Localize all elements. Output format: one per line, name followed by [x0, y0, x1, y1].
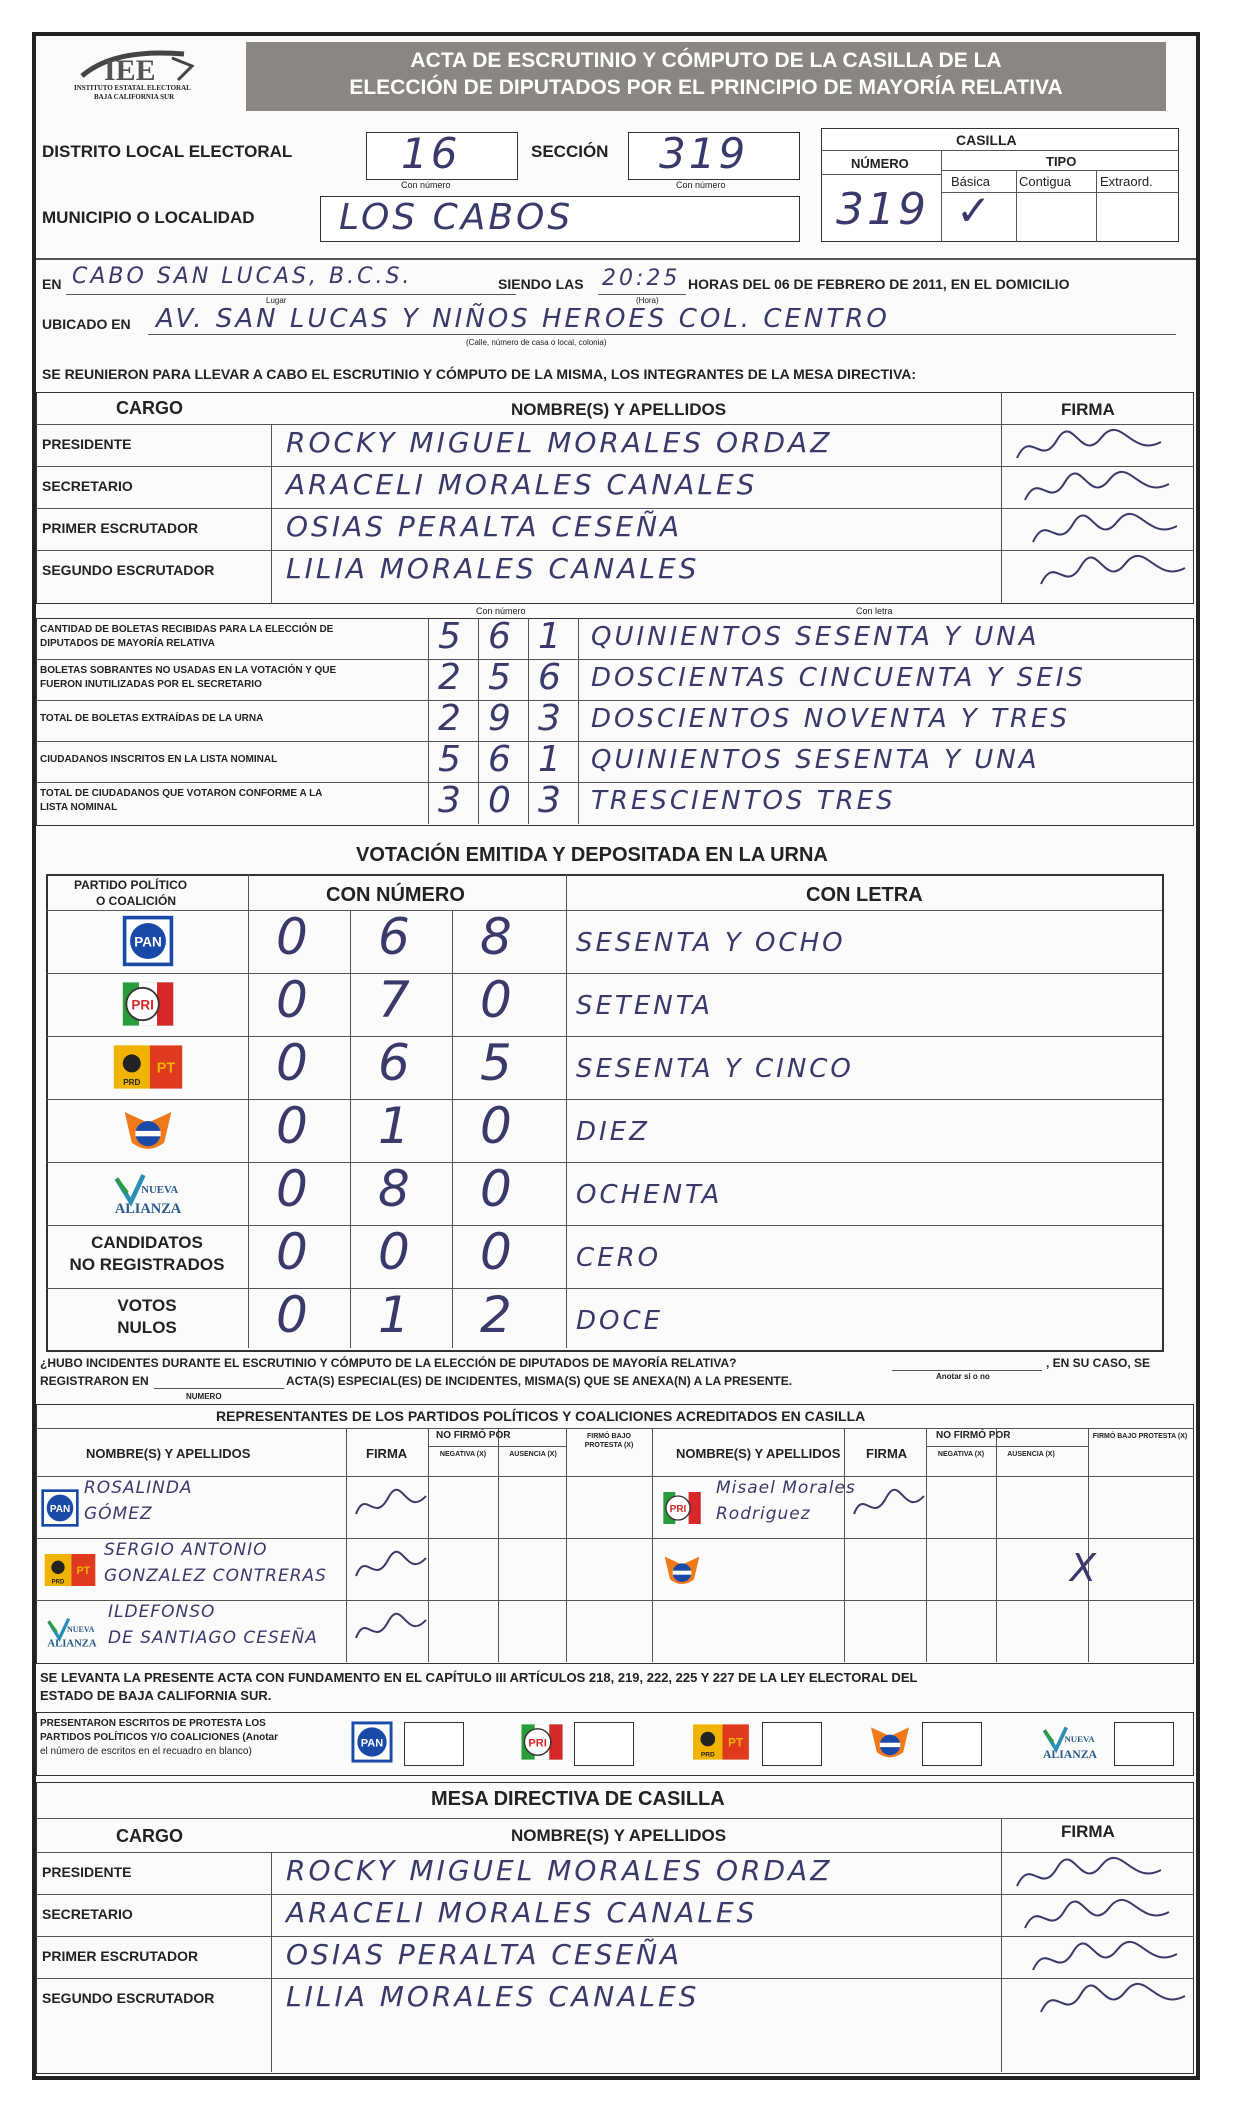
numero-label: NÚMERO: [851, 156, 909, 171]
votacion-digit: 8: [378, 1160, 410, 1218]
votacion-letra: DIEZ: [576, 1117, 650, 1147]
nueva-alianza-logo-icon: [100, 1166, 196, 1220]
signature-icon: [1027, 1940, 1187, 1980]
pan-logo-icon: [40, 1488, 80, 1528]
basica-check-icon: ✓: [956, 186, 995, 235]
en-label: EN: [42, 276, 62, 292]
mesa2-cargo-header: CARGO: [116, 1826, 183, 1846]
votacion-digit: 6: [378, 908, 410, 966]
rep-header: NO FIRMÓ POR: [936, 1430, 1011, 1441]
boletas-letra-caption: Con letra: [856, 606, 893, 616]
party-logo: [119, 977, 177, 1031]
boletas-digit: 1: [538, 616, 561, 657]
incidentes-anotar-caption: Anotar si o no: [936, 1372, 990, 1381]
party-logo: [100, 1166, 196, 1220]
signature-icon: [1011, 1856, 1171, 1896]
signature-icon: [1019, 1898, 1179, 1938]
protesta-line-3: el número de escritos en el recuadro en blanco): [40, 1746, 252, 1757]
coalicion-logo-icon: [656, 1550, 708, 1590]
votacion-digit: 1: [378, 1097, 410, 1155]
acta-page: [32, 32, 1200, 2080]
rep-signature: [352, 1484, 432, 1533]
mesa2-nombre: ROCKY MIGUEL MORALES ORDAZ: [286, 1854, 833, 1887]
svg-text:PAN: PAN: [360, 1737, 384, 1750]
rep-header: FIRMÓ BAJO PROTESTA (X): [584, 1433, 634, 1449]
partido-header-1: PARTIDO POLÍTICO: [74, 878, 188, 892]
boletas-label: CIUDADANOS INSCRITOS EN LA LISTA NOMINAL: [40, 754, 278, 765]
svg-text:ALIANZA: ALIANZA: [114, 1200, 182, 1217]
svg-text:PAN: PAN: [134, 934, 162, 950]
protesta-party-logo: [348, 1720, 396, 1764]
protesta-party-logo: [1034, 1720, 1106, 1764]
rep-header: NEGATIVA (X): [937, 1451, 985, 1458]
protesta-count-box[interactable]: [404, 1722, 464, 1766]
iee-logo-icon: [74, 46, 224, 84]
boletas-label: DIPUTADOS DE MAYORÍA RELATIVA: [40, 638, 215, 649]
prd-pt-logo-icon: [688, 1720, 754, 1764]
svg-text:PRI: PRI: [528, 1737, 547, 1750]
svg-text:PT: PT: [156, 1060, 176, 1077]
mesa2-cargo: PRIMER ESCRUTADOR: [42, 1948, 199, 1964]
votacion-digit: 0: [276, 1223, 308, 1281]
rep-party-logo: [40, 1488, 80, 1528]
boletas-digit: 5: [438, 739, 461, 780]
incidentes-line-1-end: , EN SU CASO, SE: [1046, 1356, 1151, 1370]
mesa2-nombre-header: NOMBRE(S) Y APELLIDOS: [511, 1826, 727, 1845]
boletas-digit: 3: [538, 780, 561, 821]
mesa1-nombre: OSIAS PERALTA CESEÑA: [286, 510, 683, 543]
nueva-alianza-logo-icon: [1034, 1720, 1106, 1764]
votacion-digit: 2: [480, 1286, 512, 1344]
pri-logo-icon: [518, 1720, 566, 1764]
incidentes-line-1: ¿HUBO INCIDENTES DURANTE EL ESCRUTINIO Y CÓMPUTO DE LA ELECCIÓN DE DIPUTADOS DE MAYORÍA RELATIVA?: [40, 1356, 737, 1370]
rep-header: NOMBRE(S) Y APELLIDOS: [86, 1446, 251, 1461]
institute-name: INSTITUTO ESTATAL ELECTORAL: [74, 84, 191, 92]
protesta-count-box[interactable]: [574, 1722, 634, 1766]
votacion-digit: 1: [378, 1286, 410, 1344]
rep-header: NO FIRMÓ POR: [436, 1430, 511, 1441]
rep-mark: X: [1070, 1546, 1100, 1590]
boletas-digit: 3: [538, 698, 561, 739]
rep-header: NEGATIVA (X): [439, 1451, 487, 1458]
casilla-label: CASILLA: [956, 132, 1017, 148]
seccion-box[interactable]: [628, 129, 800, 180]
incidentes-line-2-end: ACTA(S) ESPECIAL(ES) DE INCIDENTES, MISMA(S) QUE SE ANEXA(N) A LA PRESENTE.: [286, 1374, 793, 1388]
hora-value: 20:25: [602, 266, 681, 291]
votacion-digit: 0: [480, 1160, 512, 1218]
signature-icon: [850, 1484, 930, 1528]
votacion-letra: OCHENTA: [576, 1180, 723, 1210]
svg-text:PRD: PRD: [700, 1751, 715, 1759]
ubicado-caption: (Calle, número de casa o local, colonia): [466, 338, 607, 347]
coalicion-logo-icon: [119, 1103, 177, 1157]
protesta-count-box[interactable]: [1114, 1722, 1174, 1766]
mesa1-cargo: PRIMER ESCRUTADOR: [42, 520, 199, 536]
votacion-digit: 0: [480, 971, 512, 1029]
rep-party-logo: [656, 1488, 708, 1528]
mesa1-firma-header: FIRMA: [1061, 400, 1115, 419]
svg-text:NUEVA: NUEVA: [66, 1625, 95, 1634]
mesa2-firma-header: FIRMA: [1061, 1822, 1115, 1841]
seccion-caption: Con número: [676, 180, 726, 190]
mesa2-signature: [1035, 1982, 1195, 2027]
votacion-digit: 0: [276, 1097, 308, 1155]
svg-text:PRD: PRD: [123, 1078, 141, 1087]
fundamento-line-1: SE LEVANTA LA PRESENTE ACTA CON FUNDAMENTO EN EL CAPÍTULO III ARTÍCULOS 218, 219, 222, 225 Y 227 DE LA LEY ELECTORAL DEL: [40, 1670, 918, 1685]
votacion-digit: 0: [276, 1160, 308, 1218]
protesta-line-2: PARTIDOS POLÍTICOS Y/O COALICIONES (Anotar: [40, 1732, 278, 1743]
title-line-2: ELECCIÓN DE DIPUTADOS POR EL PRINCIPIO DE MAYORÍA RELATIVA: [349, 76, 1063, 99]
votacion-digit: 7: [378, 971, 410, 1029]
svg-text:NUEVA: NUEVA: [1064, 1734, 1095, 1744]
svg-text:PT: PT: [76, 1565, 91, 1577]
protesta-party-logo: [688, 1720, 754, 1764]
boletas-label: LISTA NOMINAL: [40, 802, 118, 813]
mesa1-nombre: ARACELI MORALES CANALES: [286, 468, 758, 501]
boletas-label: TOTAL DE CIUDADANOS QUE VOTARON CONFORME A LA: [40, 788, 323, 799]
rep-nombre: GÓMEZ: [84, 1504, 153, 1524]
party-logo: [119, 1103, 177, 1157]
boletas-digit: 2: [438, 657, 461, 698]
incidentes-line-2: REGISTRARON EN: [40, 1374, 149, 1388]
svg-text:PT: PT: [728, 1736, 744, 1750]
rep-party-logo: [656, 1550, 708, 1590]
svg-text:PRD: PRD: [51, 1579, 65, 1586]
party-logo: [119, 914, 177, 968]
boletas-digit: 6: [488, 739, 511, 780]
signature-icon: [1027, 512, 1187, 552]
votacion-label: CANDIDATOS: [91, 1233, 203, 1252]
votacion-digit: 5: [480, 1034, 512, 1092]
mesa2-nombre: ARACELI MORALES CANALES: [286, 1896, 758, 1929]
distrito-label: DISTRITO LOCAL ELECTORAL: [42, 142, 293, 161]
rep-nombre: ROSALINDA: [84, 1478, 193, 1498]
party-logo: [106, 1040, 190, 1094]
mesa2-nombre: LILIA MORALES CANALES: [286, 1980, 700, 2013]
municipio-value: LOS CABOS: [339, 197, 574, 238]
rep-header: FIRMA: [866, 1446, 908, 1461]
votacion-letra: SESENTA Y OCHO: [576, 928, 846, 958]
rep-header: AUSENCIA (X): [1007, 1451, 1055, 1458]
pri-logo-icon: [119, 977, 177, 1031]
tipo-extraord: Extraord.: [1100, 174, 1153, 189]
rep-party-logo: [40, 1612, 104, 1652]
mesa1-nombre-header: NOMBRE(S) Y APELLIDOS: [511, 400, 727, 419]
signature-icon: [352, 1546, 432, 1590]
rep-signature: [352, 1546, 432, 1595]
seccion-label: SECCIÓN: [531, 142, 609, 161]
votacion-digit: 0: [276, 1034, 308, 1092]
votacion-letra: SETENTA: [576, 991, 713, 1021]
votacion-letra: SESENTA Y CINCO: [576, 1054, 854, 1084]
mesa2-title: MESA DIRECTIVA DE CASILLA: [431, 1788, 725, 1810]
distrito-box[interactable]: [366, 129, 518, 180]
boletas-digit: 5: [488, 657, 511, 698]
svg-text:PAN: PAN: [49, 1504, 71, 1515]
protesta-count-box[interactable]: [762, 1722, 822, 1766]
ubicado-value: AV. SAN LUCAS Y NIÑOS HEROES COL. CENTRO: [156, 304, 890, 334]
mesa1-cargo-header: CARGO: [116, 398, 183, 418]
boletas-label: TOTAL DE BOLETAS EXTRAÍDAS DE LA URNA: [40, 713, 264, 724]
boletas-label: CANTIDAD DE BOLETAS RECIBIDAS PARA LA ELECCIÓN DE: [40, 624, 334, 635]
signature-icon: [1019, 470, 1179, 510]
mesa2-cargo: SEGUNDO ESCRUTADOR: [42, 1990, 215, 2006]
title-banner: [246, 42, 1166, 111]
boletas-numero-caption: Con número: [476, 606, 526, 616]
rep-signature: [352, 1608, 432, 1657]
rep-header: AUSENCIA (X): [509, 1451, 557, 1458]
rep-header: FIRMÓ BAJO PROTESTA (X): [1092, 1433, 1188, 1440]
prd-pt-logo-icon: [106, 1040, 190, 1094]
signature-icon: [1035, 1982, 1195, 2022]
votacion-digit: 0: [480, 1223, 512, 1281]
votacion-title: VOTACIÓN EMITIDA Y DEPOSITADA EN LA URNA: [356, 844, 828, 866]
distrito-value: 16: [401, 129, 461, 178]
boletas-digit: 1: [538, 739, 561, 780]
votacion-letra: DOCE: [576, 1306, 664, 1336]
hora-caption: (Hora): [636, 296, 659, 305]
mesa1-cargo: SECRETARIO: [42, 478, 133, 494]
rep-nombre: DE SANTIAGO CESEÑA: [108, 1628, 318, 1648]
casilla-numero-value: 319: [836, 184, 929, 235]
boletas-letra: DOSCIENTOS NOVENTA Y TRES: [591, 704, 1070, 734]
votacion-digit: 0: [480, 1097, 512, 1155]
rep-nombre: Misael Morales: [716, 1478, 856, 1498]
svg-text:PRI: PRI: [131, 997, 154, 1013]
svg-text:NUEVA: NUEVA: [141, 1184, 179, 1196]
boletas-letra: TRESCIENTOS TRES: [591, 786, 896, 816]
votacion-label: NO REGISTRADOS: [69, 1255, 225, 1274]
pan-logo-icon: [348, 1720, 396, 1764]
fundamento-line-2: ESTADO DE BAJA CALIFORNIA SUR.: [40, 1688, 272, 1703]
pri-logo-icon: [656, 1488, 708, 1528]
rep-signature: [850, 1484, 930, 1533]
svg-text:ALIANZA: ALIANZA: [1042, 1748, 1098, 1762]
mesa2-cargo: PRESIDENTE: [42, 1864, 132, 1880]
boletas-digit: 2: [438, 698, 461, 739]
svg-text:ALIANZA: ALIANZA: [47, 1638, 97, 1650]
tipo-label: TIPO: [1046, 154, 1077, 169]
ubicado-label: UBICADO EN: [42, 316, 131, 332]
siendo-label: SIENDO LAS: [498, 276, 584, 292]
votacion-digit: 6: [378, 1034, 410, 1092]
pan-logo-icon: [119, 914, 177, 968]
votacion-label: VOTOS: [117, 1296, 177, 1315]
horas-text: HORAS DEL 06 DE FEBRERO DE 2011, EN EL DOMICILIO: [688, 276, 1070, 292]
boletas-digit: 3: [438, 780, 461, 821]
signature-icon: [352, 1608, 432, 1652]
protesta-party-logo: [866, 1720, 914, 1764]
institute-state: BAJA CALIFORNIA SUR: [94, 93, 175, 101]
svg-text:IEE: IEE: [104, 54, 156, 84]
municipio-label: MUNICIPIO O LOCALIDAD: [42, 208, 255, 227]
rep-nombre: ILDEFONSO: [108, 1602, 216, 1622]
iee-logo: [74, 46, 224, 100]
svg-text:PRI: PRI: [669, 1504, 687, 1515]
rep-header: FIRMA: [366, 1446, 408, 1461]
votacion-letra: CERO: [576, 1243, 662, 1273]
protesta-line-1: PRESENTARON ESCRITOS DE PROTESTA LOS: [40, 1718, 266, 1729]
boletas-digit: 6: [538, 657, 561, 698]
boletas-letra: QUINIENTOS SESENTA Y UNA: [591, 745, 1040, 775]
prd-pt-logo-icon: [40, 1550, 100, 1590]
protesta-party-logo: [518, 1720, 566, 1764]
signature-icon: [1011, 428, 1171, 468]
rep-nombre: Rodriguez: [716, 1504, 811, 1524]
boletas-digit: 0: [488, 780, 511, 821]
tipo-contigua: Contigua: [1019, 174, 1072, 189]
votacion-digit: 0: [276, 971, 308, 1029]
nueva-alianza-logo-icon: [40, 1612, 104, 1652]
boletas-letra: QUINIENTOS SESENTA Y UNA: [591, 622, 1040, 652]
signature-icon: [1035, 554, 1195, 594]
mesa2-cargo: SECRETARIO: [42, 1906, 133, 1922]
signature-icon: [352, 1484, 432, 1528]
boletas-label: FUERON INUTILIZADAS POR EL SECRETARIO: [40, 679, 262, 690]
boletas-letra: DOSCIENTAS CINCUENTA Y SEIS: [591, 663, 1086, 693]
rep-party-logo: [40, 1550, 100, 1590]
boletas-digit: 6: [488, 616, 511, 657]
reunieron-text: SE REUNIERON PARA LLEVAR A CABO EL ESCRUTINIO Y CÓMPUTO DE LA MISMA, LOS INTEGRANTES DE LA MESA DIRECTIVA:: [42, 366, 917, 382]
lugar-value: CABO SAN LUCAS, B.C.S.: [72, 264, 413, 289]
coalicion-logo-icon: [866, 1720, 914, 1764]
incidentes-numero-caption: NUMERO: [186, 1392, 222, 1401]
protesta-count-box[interactable]: [922, 1722, 982, 1766]
seccion-value: 319: [659, 129, 749, 178]
partido-header-2: O COALICIÓN: [96, 894, 176, 908]
boletas-digit: 9: [488, 698, 511, 739]
mesa1-cargo: SEGUNDO ESCRUTADOR: [42, 562, 215, 578]
votacion-label: NULOS: [117, 1318, 177, 1337]
votacion-digit: 0: [276, 1286, 308, 1344]
tipo-basica: Básica: [951, 174, 991, 189]
votacion-numero-header: CON NÚMERO: [326, 884, 465, 906]
rep-header: NOMBRE(S) Y APELLIDOS: [676, 1446, 841, 1461]
mesa1-cargo: PRESIDENTE: [42, 436, 132, 452]
lugar-caption: Lugar: [266, 296, 287, 305]
mesa2-nombre: OSIAS PERALTA CESEÑA: [286, 1938, 683, 1971]
mesa1-nombre: ROCKY MIGUEL MORALES ORDAZ: [286, 426, 833, 459]
votacion-digit: 8: [480, 908, 512, 966]
distrito-caption: Con número: [401, 180, 451, 190]
rep-nombre: SERGIO ANTONIO: [104, 1540, 268, 1560]
votacion-digit: 0: [276, 908, 308, 966]
municipio-box[interactable]: [320, 196, 800, 242]
votacion-letra-header: CON LETRA: [806, 884, 923, 906]
rep-nombre: GONZALEZ CONTRERAS: [104, 1566, 327, 1586]
mesa1-nombre: LILIA MORALES CANALES: [286, 552, 700, 585]
votacion-digit: 0: [378, 1223, 410, 1281]
mesa1-signature: [1035, 554, 1195, 599]
boletas-digit: 5: [438, 616, 461, 657]
boletas-label: BOLETAS SOBRANTES NO USADAS EN LA VOTACIÓN Y QUE: [40, 665, 337, 676]
representantes-title: REPRESENTANTES DE LOS PARTIDOS POLÍTICOS Y COALICIONES ACREDITADOS EN CASILLA: [216, 1408, 866, 1424]
title-line-1: ACTA DE ESCRUTINIO Y CÓMPUTO DE LA CASILLA DE LA: [410, 49, 1002, 72]
